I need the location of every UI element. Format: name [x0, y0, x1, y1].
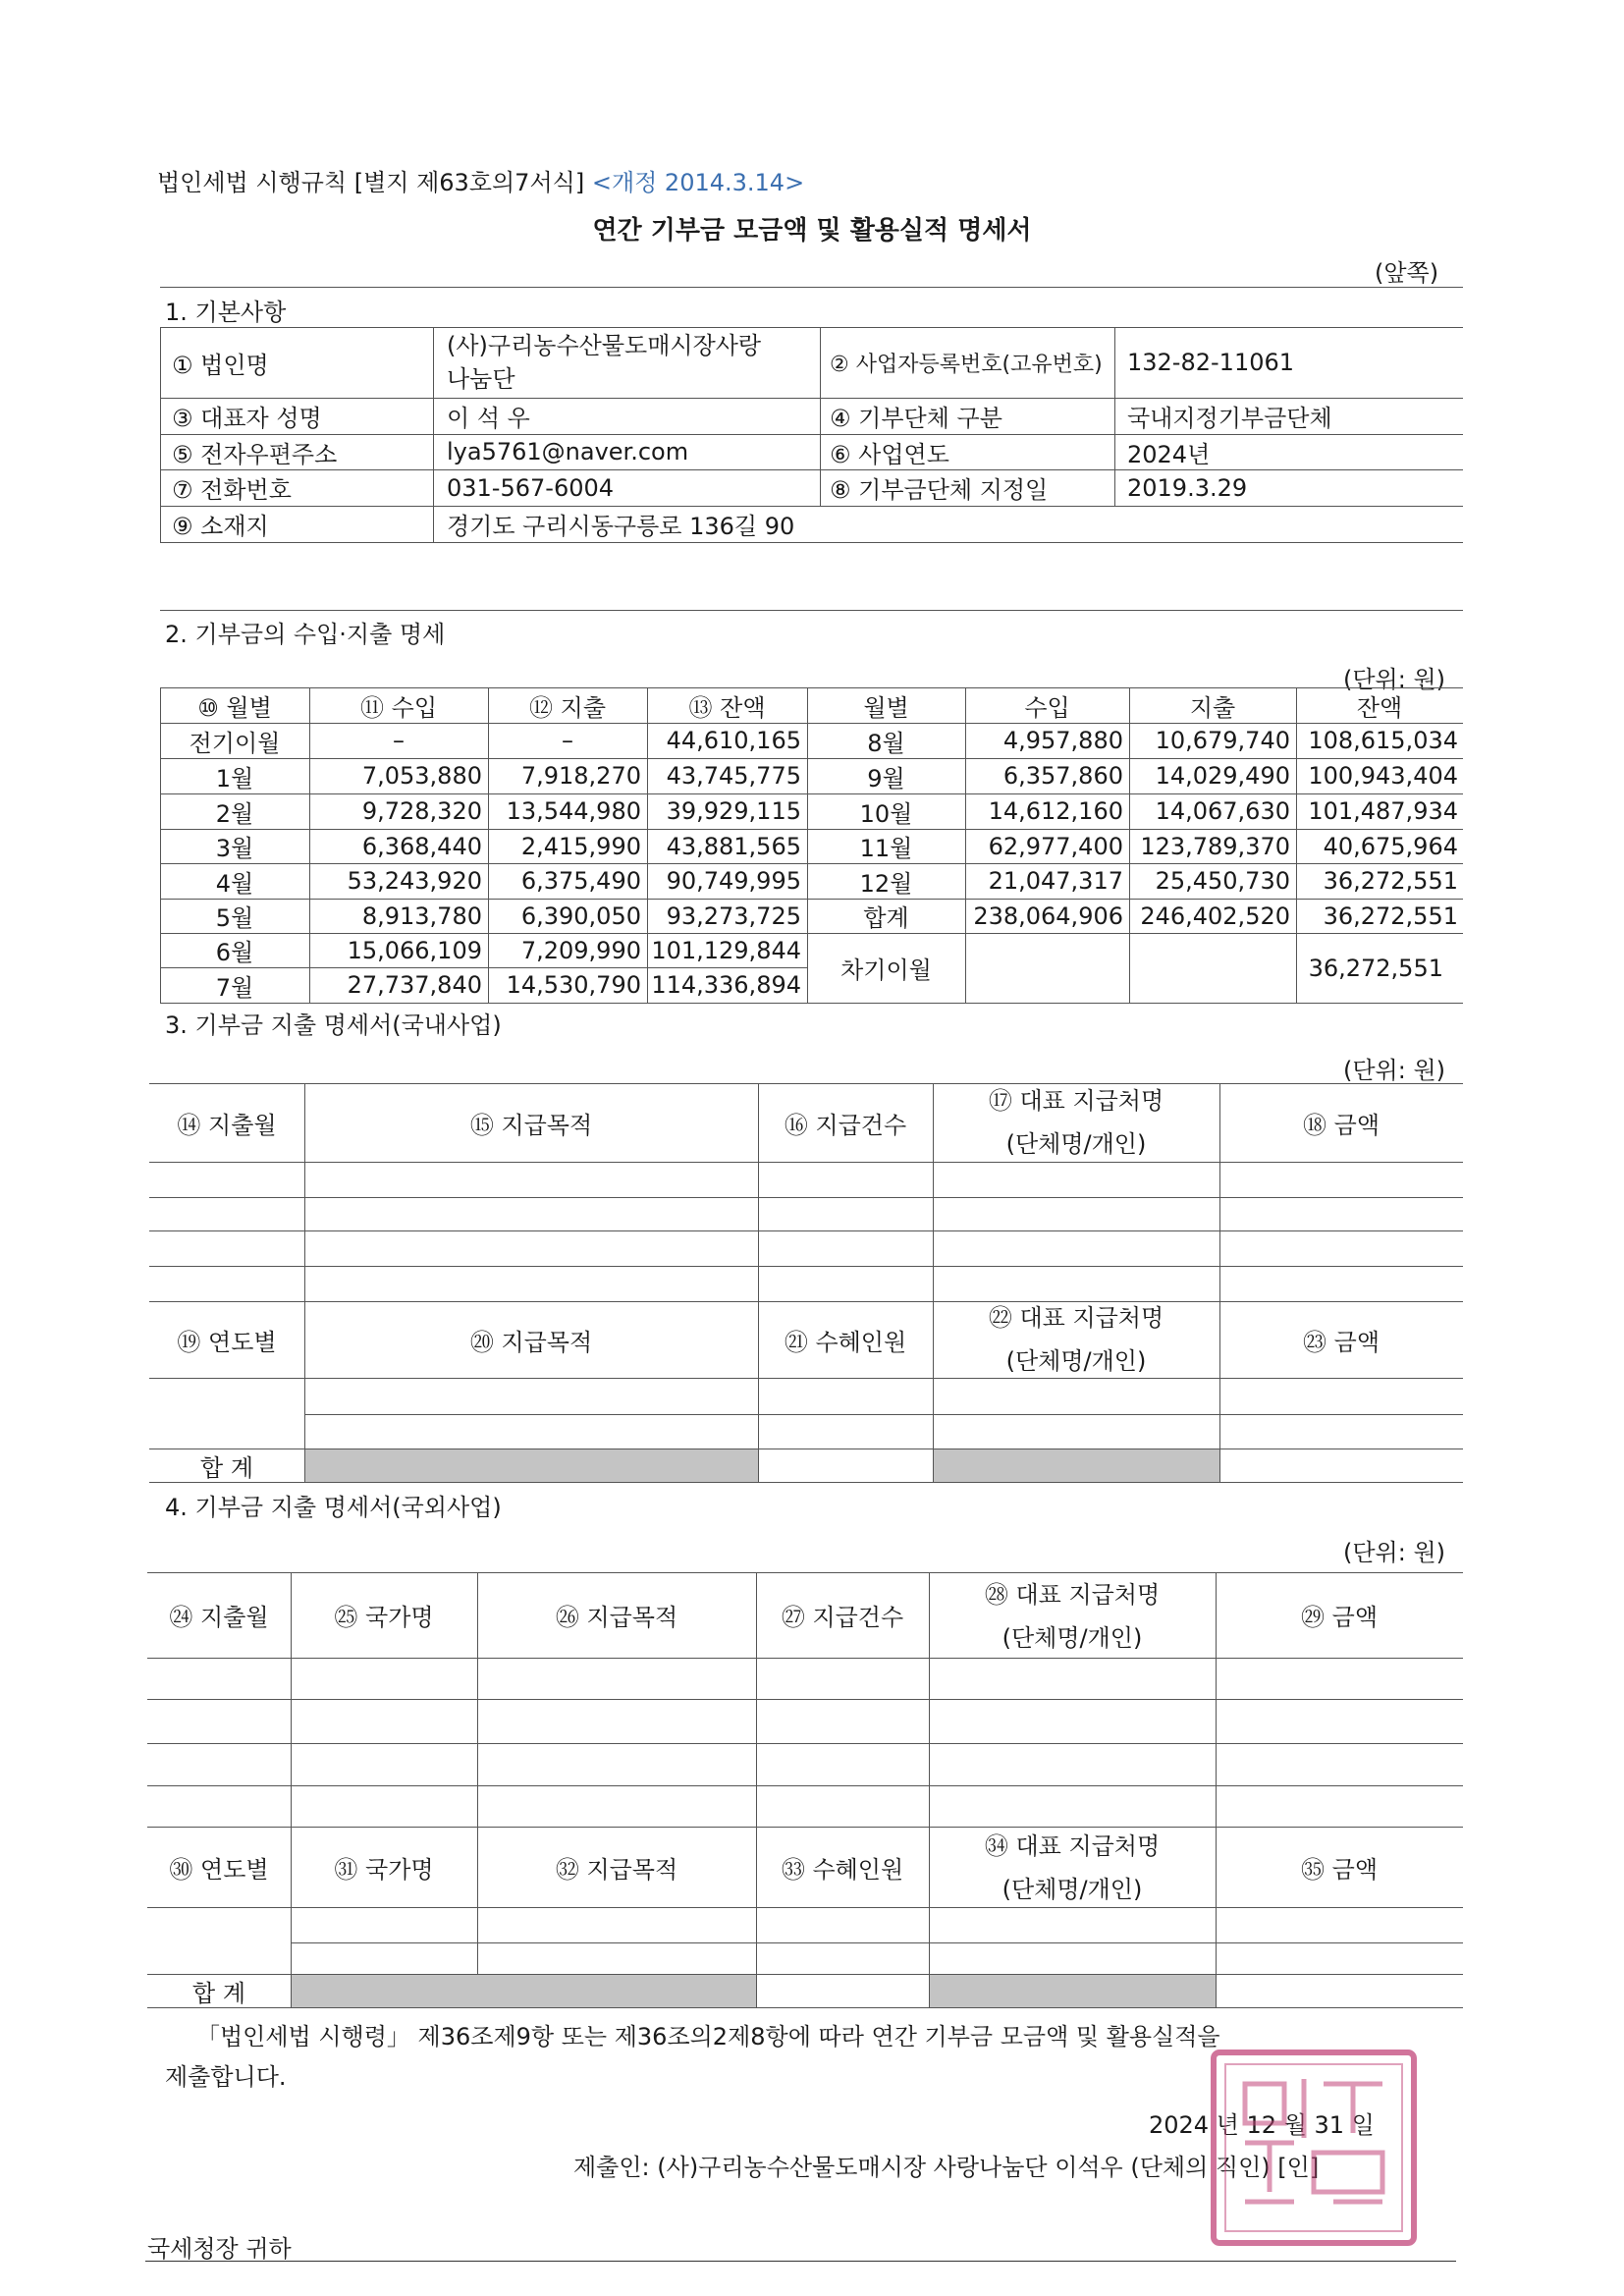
org-type-value: 국내지정기부금단체 [1127, 405, 1332, 432]
col-header-income: ⑪ 수입 [360, 693, 437, 722]
col-header-by-year: ㉚ 연도별 [169, 1855, 269, 1884]
submission-date: 2024 년 12 월 31 일 [1149, 2111, 1375, 2139]
col-header-month-2: 월별 [863, 693, 909, 722]
recipient-authority: 국세청장 귀하 [147, 2235, 292, 2263]
section4-unit: (단위: 원) [1343, 1539, 1445, 1566]
email-label: ⑤ 전자우편주소 [172, 440, 338, 468]
carry-forward-label: 차기이월 [840, 957, 932, 984]
section4-heading: 4. 기부금 지출 명세서(국외사업) [165, 1494, 502, 1521]
address-label: ⑨ 소재지 [172, 513, 269, 540]
phone-label: ⑦ 전화번호 [172, 476, 292, 504]
designation-date-value: 2019.3.29 [1127, 473, 1248, 502]
col-header-expense-2: 지출 [1189, 693, 1236, 722]
total-label: 합 계 [192, 1979, 245, 2007]
form-reference: 법인세법 시행규칙 [별지 제63호의7서식] <개정 2014.3.14> [157, 169, 805, 196]
col-header-month: ⑩ 월별 [197, 693, 272, 722]
col-header-expense-month: ㉔ 지출월 [169, 1604, 269, 1631]
bizno-value: 132-82-11061 [1127, 349, 1295, 376]
col-header-recipient: ⑰ 대표 지급처명 (단체명/개인) [988, 1087, 1164, 1158]
col-header-balance: ⑬ 잔액 [688, 693, 766, 722]
col-header-purpose-2: ⑳ 지급목적 [469, 1328, 593, 1356]
col-header-purpose: ⑮ 지급목적 [469, 1111, 593, 1139]
col-header-income-2: 수입 [1024, 693, 1070, 722]
representative-label: ③ 대표자 성명 [172, 405, 322, 432]
col-header-balance-2: 잔액 [1356, 693, 1403, 722]
col-header-recipient-2: ㉞ 대표 지급처명 (단체명/개인) [984, 1832, 1161, 1903]
col-header-beneficiaries: ㉝ 수혜인원 [781, 1855, 904, 1884]
col-header-count: ⑯ 지급건수 [784, 1111, 907, 1139]
section2-unit: (단위: 원) [1343, 666, 1445, 693]
col-header-amount: ㉙ 금액 [1301, 1604, 1378, 1631]
bizno-label: ② 사업자등록번호(고유번호) [830, 352, 1103, 377]
statement-line-1: 「법인세법 시행령」 제36조제9항 또는 제36조의2제8항에 따라 연간 기부금 모금액 및 활용실적을 [196, 2023, 1220, 2050]
col-header-expense: ⑫ 지출 [529, 693, 606, 722]
shaded-cell [292, 1975, 756, 2007]
organization-seal-stamp [1206, 2045, 1422, 2251]
section2-heading: 2. 기부금의 수입·지출 명세 [165, 621, 446, 648]
corp-name-value: (사)구리농수산물도매시장사랑 나눔단 [447, 332, 762, 393]
address-value: 경기도 구리시동구릉로 136길 90 [447, 513, 795, 540]
section1-heading: 1. 기본사항 [165, 299, 287, 326]
representative-value: 이 석 우 [447, 405, 530, 432]
total-label: 합 계 [200, 1453, 253, 1482]
col-header-amount-2: ㉟ 금액 [1301, 1855, 1378, 1884]
section3-heading: 3. 기부금 지출 명세서(국내사업) [165, 1011, 502, 1039]
col-header-amount-2: ㉓ 금액 [1303, 1328, 1380, 1356]
revision-note: <개정 2014.3.14> [591, 169, 805, 196]
fiscal-year-label: ⑥ 사업연도 [830, 440, 949, 468]
designation-date-label: ⑧ 기부금단체 지정일 [830, 476, 1049, 504]
col-header-country-2: ㉛ 국가명 [334, 1855, 434, 1884]
section3-unit: (단위: 원) [1343, 1057, 1445, 1084]
shaded-cell [305, 1449, 758, 1482]
col-header-purpose-2: ㉜ 지급목적 [555, 1855, 678, 1884]
carry-forward-balance: 36,272,551 [1308, 954, 1443, 982]
col-header-beneficiaries: ㉑ 수혜인원 [784, 1328, 907, 1356]
submitter: 제출인: (사)구리농수산물도매시장 사랑나눔단 이석우 (단체의 직인) [인] [573, 2154, 1320, 2181]
col-header-purpose: ㉖ 지급목적 [555, 1604, 678, 1631]
org-type-label: ④ 기부단체 구분 [830, 405, 1002, 432]
page-side-label: (앞쪽) [1375, 259, 1439, 287]
email-value: lya5761@naver.com [447, 438, 689, 465]
statement-line-2: 제출합니다. [165, 2063, 287, 2091]
shaded-cell [930, 1975, 1216, 2007]
col-header-country: ㉕ 국가명 [334, 1604, 434, 1631]
col-header-recipient-2: ㉒ 대표 지급처명 (단체명/개인) [988, 1304, 1164, 1375]
col-header-expense-month: ⑭ 지출월 [177, 1111, 277, 1139]
document-title: 연간 기부금 모금액 및 활용실적 명세서 [592, 216, 1032, 246]
corp-name-label: ① 법인명 [172, 351, 269, 379]
col-header-count: ㉗ 지급건수 [781, 1604, 904, 1631]
col-header-by-year: ⑲ 연도별 [177, 1328, 277, 1356]
col-header-amount: ⑱ 금액 [1303, 1111, 1380, 1139]
phone-value: 031-567-6004 [447, 473, 615, 502]
shaded-cell [934, 1449, 1219, 1482]
fiscal-year-value: 2024년 [1127, 440, 1211, 468]
col-header-recipient: ㉘ 대표 지급처명 (단체명/개인) [984, 1581, 1161, 1652]
